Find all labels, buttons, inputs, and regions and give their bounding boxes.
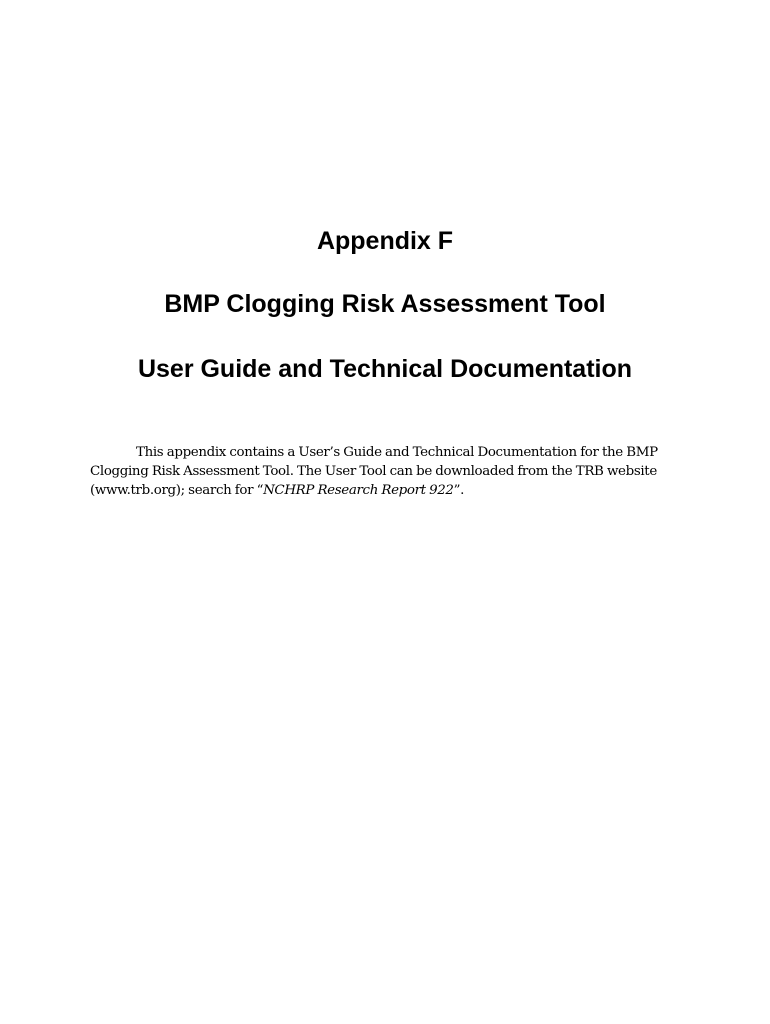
guide-title: User Guide and Technical Documentation [137,355,633,383]
tool-title: BMP Clogging Risk Assessment Tool [164,290,606,318]
intro-text-search: ); search for “ [175,483,264,498]
intro-text: This appendix contains a User’s Guide and Technical Documentation for the BMP Clogging Risk Assessment Tool. The User Tool can be downloaded from the TRB website ( [90,445,658,498]
trb-website-link: www.trb.org [94,483,176,498]
intro-text-end: ”. [453,483,465,498]
appendix-title: Appendix F [316,227,454,255]
report-name: NCHRP Research Report 922 [263,483,454,498]
intro-paragraph [90,443,680,500]
